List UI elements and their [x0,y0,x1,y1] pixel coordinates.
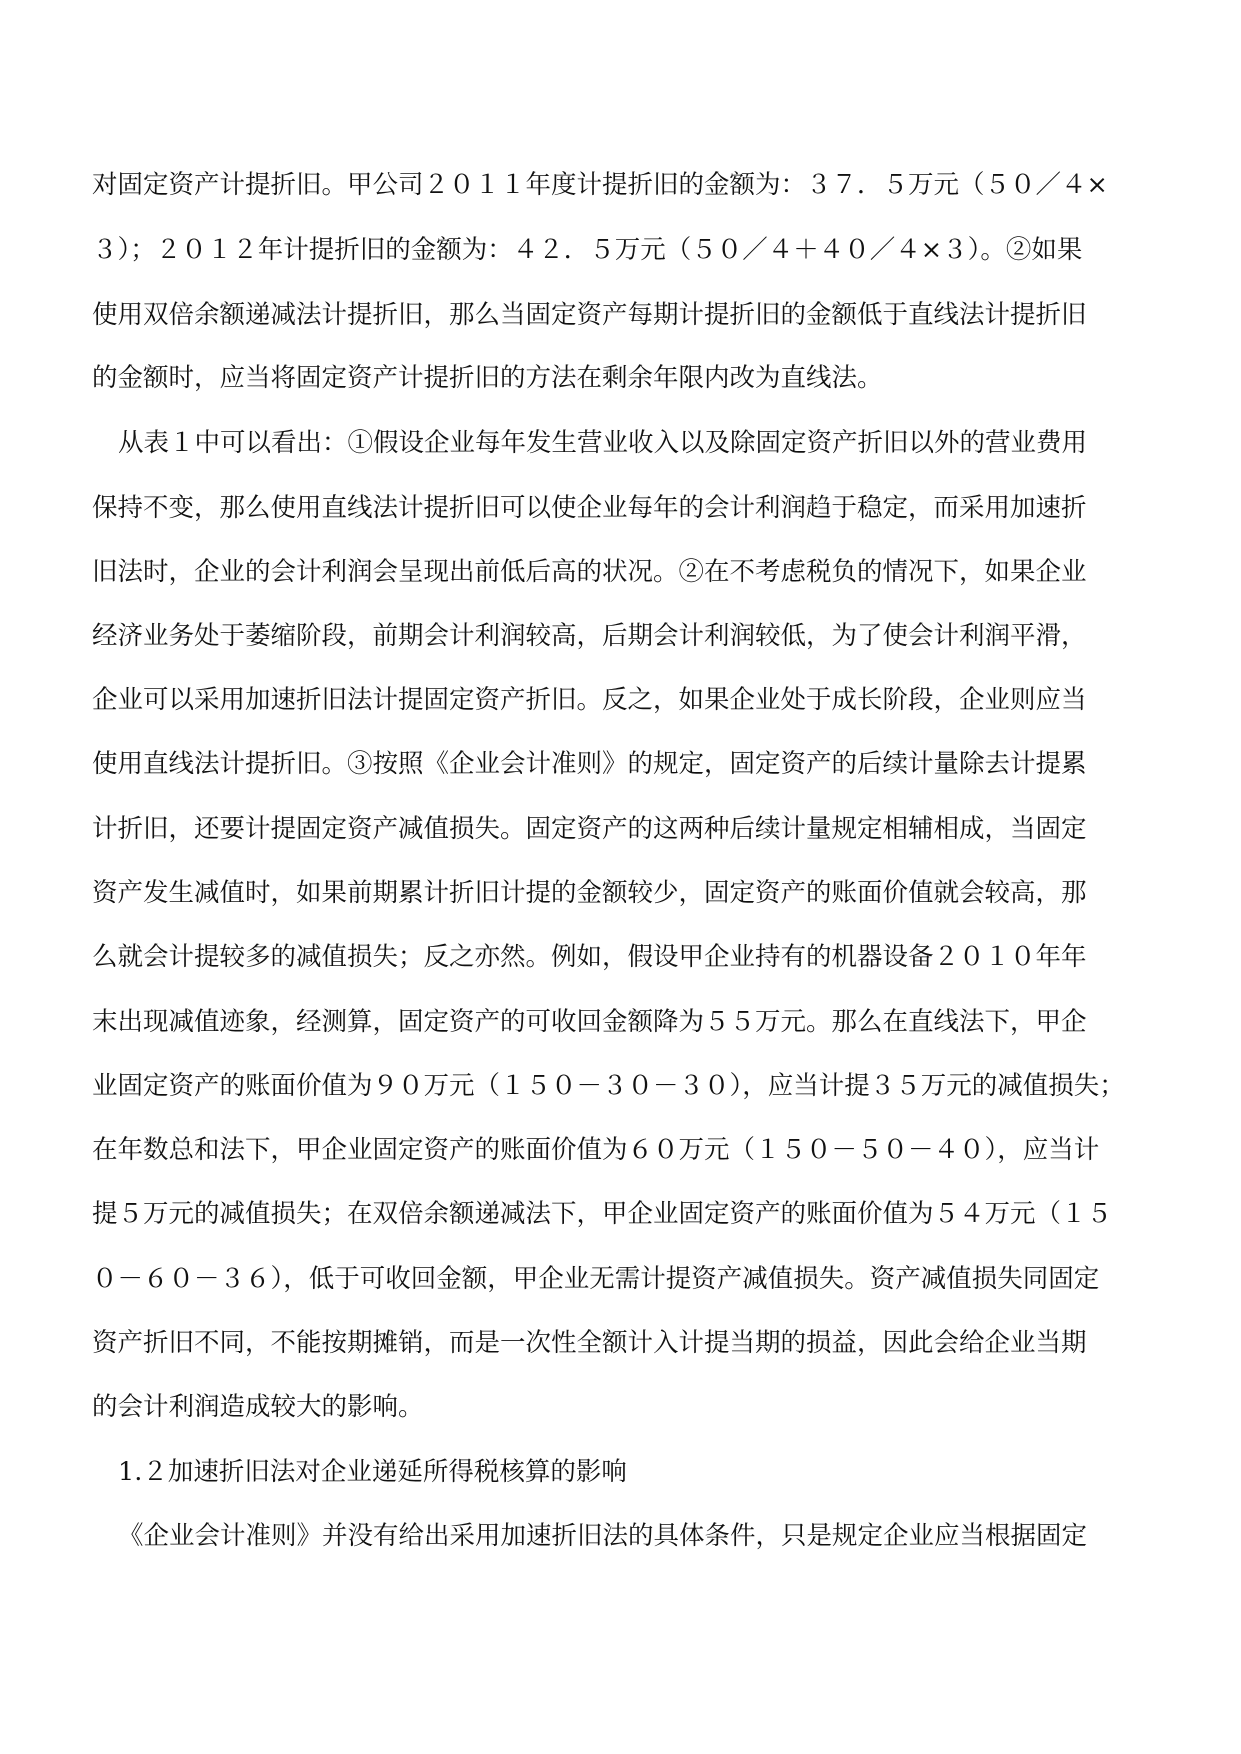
paragraph-first-line: 《企业会计准则》并没有给出采用加速折旧法的具体条件，只是规定企业应当根据固定 [118,1521,1088,1551]
body-text-line: 对固定资产计提折旧。甲公司２０１１年度计提折旧的金额为：３７．５万元（５０／４× [92,170,1108,200]
body-text-line: 经济业务处于萎缩阶段，前期会计利润较高，后期会计利润较低，为了使会计利润平滑， [92,621,1087,651]
body-text-line: 保持不变，那么使用直线法计提折旧可以使企业每年的会计利润趋于稳定，而采用加速折 [92,493,1087,523]
paragraph-first-line: 从表１中可以看出：①假设企业每年发生营业收入以及除固定资产折旧以外的营业费用 [118,428,1088,458]
body-text-line: 使用直线法计提折旧。③按照《企业会计准则》的规定，固定资产的后续计量除去计提累 [92,749,1087,779]
body-text-line: 使用双倍余额递减法计提折旧，那么当固定资产每期计提折旧的金额低于直线法计提折旧 [92,300,1087,330]
body-text-line: ０－６０－３６），低于可收回金额，甲企业无需计提资产减值损失。资产减值损失同固定 [92,1264,1100,1294]
body-text-line: 计折旧，还要计提固定资产减值损失。固定资产的这两种后续计量规定相辅相成，当固定 [92,814,1087,844]
body-text-line: 末出现减值迹象，经测算，固定资产的可收回金额降为５５万元。那么在直线法下，甲企 [92,1007,1087,1037]
body-text-line: 旧法时，企业的会计利润会呈现出前低后高的状况。②在不考虑税负的情况下，如果企业 [92,557,1087,587]
body-text-line: 资产发生减值时，如果前期累计折旧计提的金额较少，固定资产的账面价值就会较高，那 [92,878,1087,908]
section-heading: 1.２加速折旧法对企业递延所得税核算的影响 [118,1457,627,1487]
body-text-line: 么就会计提较多的减值损失；反之亦然。例如，假设甲企业持有的机器设备２０１０年年 [92,942,1087,972]
body-text-line: ３）；２０１２年计提折旧的金额为：４２．５万元（５０／４＋４０／４×３）。②如果 [92,235,1083,265]
body-text-line: 的会计利润造成较大的影响。 [92,1392,424,1422]
body-text-line: 提５万元的减值损失；在双倍余额递减法下，甲企业固定资产的账面价值为５４万元（１５ [92,1199,1113,1229]
body-text-line: 业固定资产的账面价值为９０万元（１５０－３０－３０），应当计提３５万元的减值损失； [92,1071,1125,1101]
body-text-line: 资产折旧不同，不能按期摊销，而是一次性全额计入计提当期的损益，因此会给企业当期 [92,1328,1087,1358]
body-text-line: 的金额时，应当将固定资产计提折旧的方法在剩余年限内改为直线法。 [92,363,883,393]
body-text-line: 企业可以采用加速折旧法计提固定资产折旧。反之，如果企业处于成长阶段，企业则应当 [92,685,1087,715]
body-text-line: 在年数总和法下，甲企业固定资产的账面价值为６０万元（１５０－５０－４０），应当计 [92,1135,1100,1165]
